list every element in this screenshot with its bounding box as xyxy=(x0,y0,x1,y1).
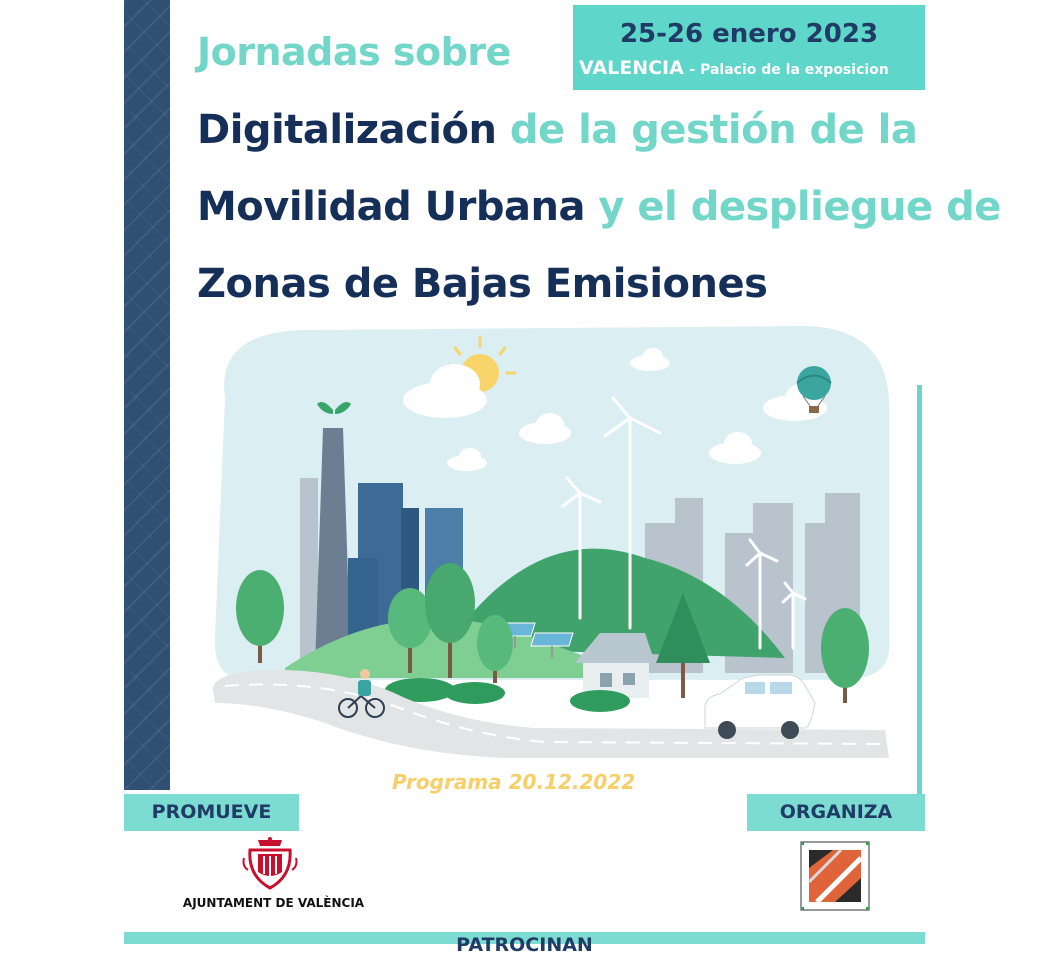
title-gestion: de la gestión de la xyxy=(509,107,918,153)
promotes-label: PROMUEVE xyxy=(124,794,299,831)
decorative-right-line xyxy=(917,385,922,795)
event-dates: 25-26 enero 2023 xyxy=(619,19,879,49)
organizes-label: ORGANIZA xyxy=(747,794,925,831)
title-despliegue: y el despliegue de xyxy=(598,184,1001,230)
title-movilidad: Movilidad Urbana xyxy=(197,184,585,230)
title-line-4: Zonas de Bajas Emisiones xyxy=(197,261,768,307)
title-digitalizacion: Digitalización xyxy=(197,107,497,153)
event-location xyxy=(579,57,889,79)
decorative-side-strip xyxy=(124,0,170,790)
sponsors-label-bar xyxy=(124,932,925,956)
title-line-3 xyxy=(197,184,1001,230)
green-city-illustration xyxy=(205,318,895,758)
event-venue: - Palacio de la exposicion xyxy=(689,62,889,78)
sponsors-label: PATROCINAN xyxy=(456,934,593,956)
promoter-name: AJUNTAMENT DE VALÈNCIA xyxy=(182,896,365,910)
tree-icon xyxy=(821,608,869,703)
title-line-1: Jornadas sobre xyxy=(197,30,511,74)
organizer-association-logo xyxy=(797,838,873,914)
event-city: VALENCIA xyxy=(579,57,684,79)
title-line-2 xyxy=(197,107,917,153)
event-date-box xyxy=(573,5,925,90)
program-date-label: Programa 20.12.2022 xyxy=(392,770,636,794)
ajuntament-crest-logo xyxy=(240,836,300,892)
